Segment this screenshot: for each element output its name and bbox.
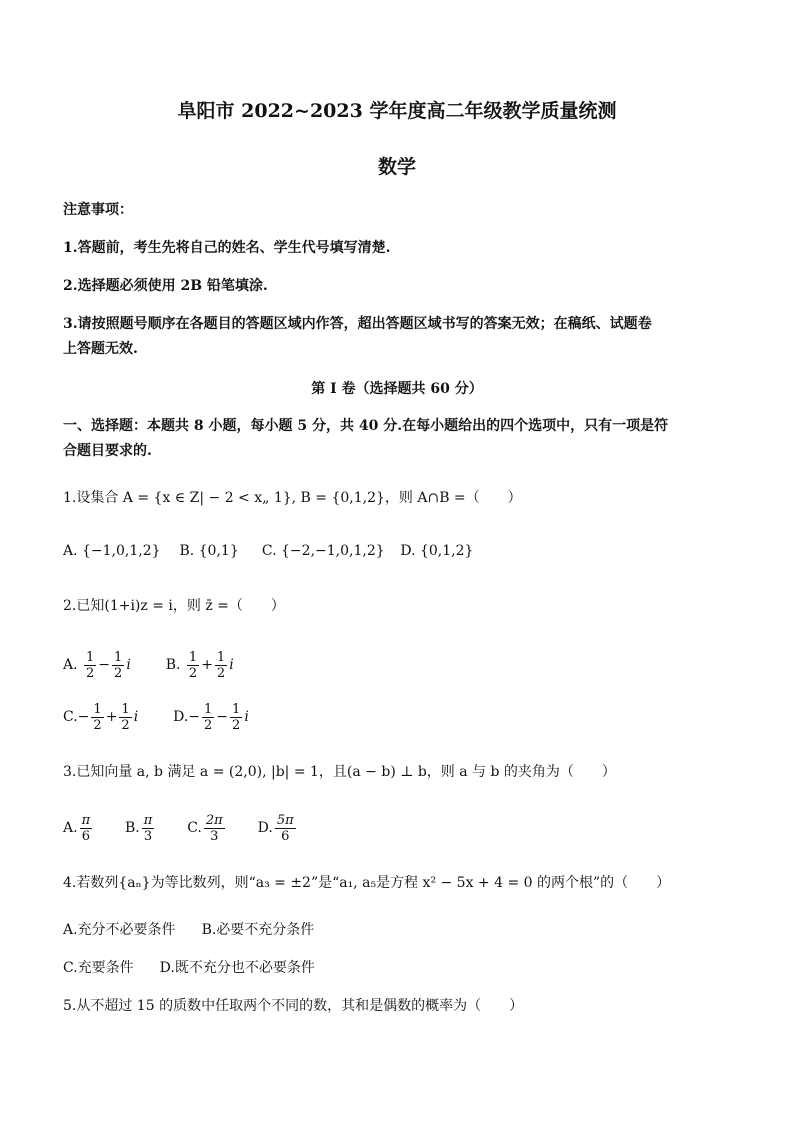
q1-option-d: D. {0,1,2} — [400, 543, 474, 559]
q2-option-c: C.− $\frac{1}{2}$ + $\frac{1}{2}$ i — [63, 701, 139, 733]
exam-title: 阜阳市 2022~2023 学年度高二年级教学质量统测 — [177, 100, 617, 122]
section-intro-1: 一、选择题：本题共 8 小题，每小题 5 分，共 40 分.在每小题给出的四个选项中，只有一项是符 — [63, 418, 669, 434]
q4-option-a: A.充分不必要条件 — [63, 922, 176, 938]
q2-stem: 2.已知(1+i)z = i，则 z̄ =（ ） — [63, 598, 285, 614]
q4-options-row1 — [63, 920, 314, 940]
q4-option-d: D.既不充分也不必要条件 — [159, 960, 315, 976]
q2-options-row1 — [63, 648, 234, 682]
q4-stem: 4.若数列{aₙ}为等比数列，则“a₃ = ±2”是“a₁, a₅是方程 x² − 5x + 4 = 0 的两个根”的（ ） — [63, 875, 671, 891]
q1-option-a: A. {−1,0,1,2} — [63, 543, 161, 559]
q4-option-c: C.充要条件 — [63, 960, 134, 976]
q3-option-b: B. $\frac{\pi}{3}$ — [125, 812, 153, 844]
q2-option-b: B. $\frac{1}{2}$ + $\frac{1}{2}$ i — [165, 649, 234, 681]
notes-heading: 注意事项： — [63, 202, 133, 218]
q2-b-frac1: $\frac{1}{2}$ — [188, 649, 198, 681]
q2-option-a: A. $\frac{1}{2}$ − $\frac{1}{2}$ i — [63, 649, 131, 681]
q2-option-d: D.− $\frac{1}{2}$ − $\frac{1}{2}$ i — [173, 701, 249, 733]
q2-a-frac1: $\frac{1}{2}$ — [86, 649, 95, 681]
q2-c-frac2: $\frac{1}{2}$ — [121, 701, 130, 733]
q2-c-frac1: $\frac{1}{2}$ — [93, 701, 102, 733]
q3-option-c: C. $\frac{2\pi}{3}$ — [187, 812, 223, 844]
q1-option-b: B. {0,1} — [179, 543, 239, 559]
q2-d-frac1: $\frac{1}{2}$ — [204, 701, 213, 733]
note-item-2: 2.选择题必须使用 2B 铅笔填涂. — [63, 278, 268, 294]
note-item-3: 3.请按照题号顺序在各题目的答题区域内作答，超出答题区域书写的答案无效；在稿纸、试题卷 — [63, 316, 652, 332]
note-item-1: 1.答题前，考生先将自己的姓名、学生代号填写清楚. — [63, 240, 391, 256]
section-intro-2: 合题目要求的. — [63, 443, 152, 459]
q1-stem: 1.设集合 A = {x ∈ Z| − 2 < x„ 1}, B = {0,1,2}，则 A∩B =（ ） — [63, 490, 522, 506]
q1-option-c: C. {−2,−1,0,1,2} — [261, 543, 385, 559]
q3-option-a: A. $\frac{\pi}{6}$ — [63, 812, 91, 844]
q3-stem: 3.已知向量 a, b 满足 a = (2,0), |b| = 1，且(a − b) ⊥ b，则 a 与 b 的夹角为（ ） — [63, 764, 616, 780]
q4-options-row2 — [63, 958, 315, 978]
q3-option-d: D. $\frac{5\pi}{6}$ — [257, 812, 294, 844]
note-item-3-cont: 上答题无效. — [63, 341, 138, 357]
q2-a-frac2: $\frac{1}{2}$ — [114, 649, 123, 681]
q2-d-frac2: $\frac{1}{2}$ — [232, 701, 241, 733]
subject-title: 数学 — [377, 156, 416, 178]
q3-options — [63, 810, 298, 846]
q5-stem: 5.从不超过 15 的质数中任取两个不同的数，其和是偶数的概率为（ ） — [63, 998, 524, 1014]
q2-b-frac2: $\frac{1}{2}$ — [216, 649, 226, 681]
q1-options — [63, 541, 473, 561]
section-title: 第 I 卷（选择题共 60 分） — [311, 381, 483, 397]
q4-option-b: B.必要不充分条件 — [201, 922, 315, 938]
q2-options-row2 — [63, 700, 249, 734]
